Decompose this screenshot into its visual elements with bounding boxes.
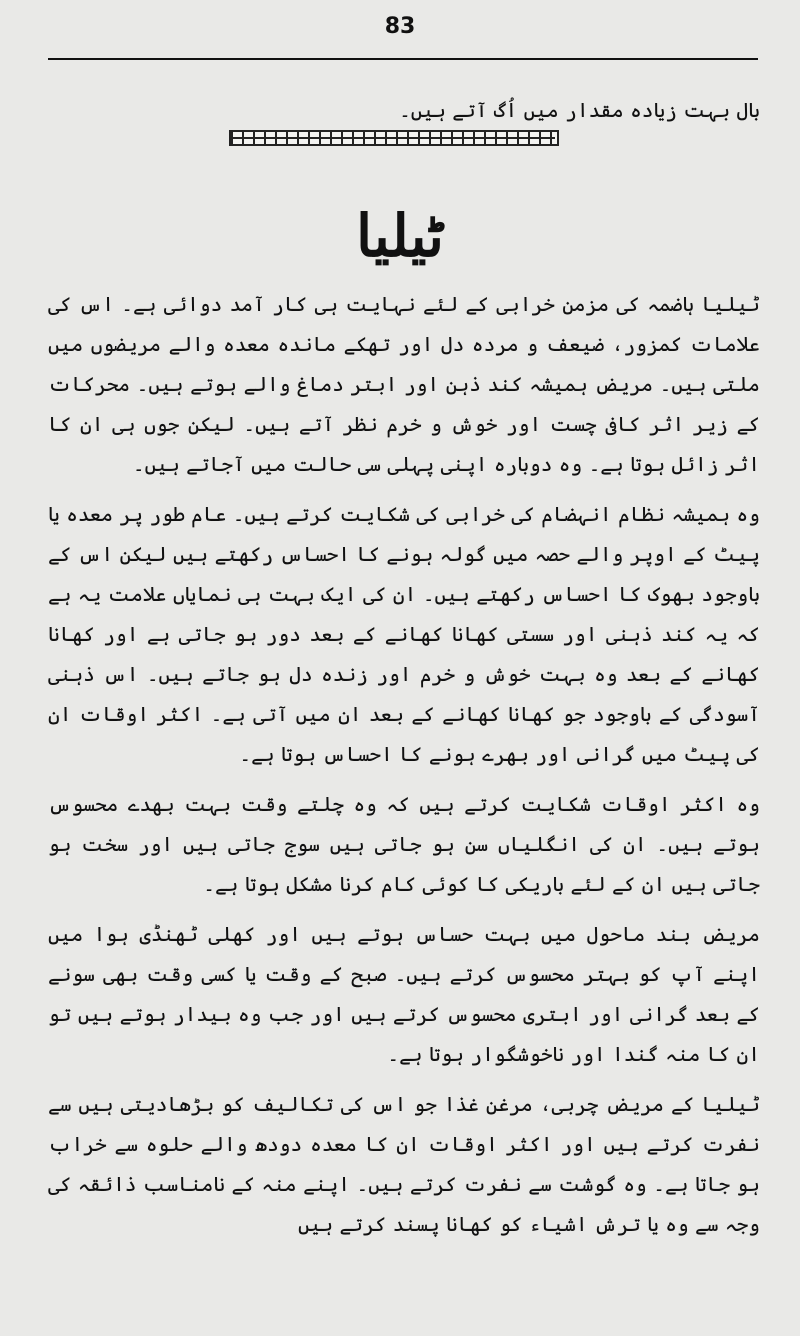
- intro-line: بال بہت زیادہ مقدار میں اُگ آتے ہیں۔: [399, 98, 760, 122]
- paragraph-4: مریض بند ماحول میں بہت حساس ہوتے ہیں اور کھلی ٹھنڈی ہوا میں اپنے آپ کو بہتر محسوس کرتے ہیں۔ صبح کے وقت یا کسی وقت بھی سونے کے بعد گرانی اور ابتری محسوس کرتے ہیں اور جب وہ بیدار ہوتے ہیں تو ان کا منہ گندا اور ناخوشگوار ہوتا ہے۔: [48, 922, 760, 1066]
- paragraph-5: ٹیلیا کے مریض چربی، مرغن غذا جو اس کی تکالیف کو بڑھادیتی ہیں سے نفرت کرتے ہیں اور اکثر اوقات ان کا معدہ دودھ والے حلوہ سے خراب ہو جاتا ہے۔ وہ گوشت سے نفرت کرتے ہیں۔ اپنے منہ کے نامناسب ذائقہ کی وجہ سے وہ یا ترش اشیاء کو کھانا پسند کرتے ہیں: [48, 1092, 760, 1236]
- section-title: ٹیلیا: [355, 202, 445, 270]
- page-number: 83: [384, 14, 416, 39]
- paragraph-2: وہ ہمیشہ نظام انہضام کی خرابی کی شکایت کرتے ہیں۔ عام طور پر معدہ یا پیٹ کے اوپر والے حصہ میں گولہ ہونے کا احساس رکھتے ہیں لیکن اس کے باوجود بھوک کا احساس رکھتے ہیں۔ ان کی ایک بہت ہی نمایاں علامت یہ ہے کہ یہ کند ذہنی اور سستی کھانا کھانے کے بعد دور ہو جاتی ہے اور کھانا کھانے کے بعد وہ بہت خوش و خرم اور زندہ دل ہو جاتے ہیں۔ اس ذہنی آسودگی کے باوجود جو کھانا کھانے کے بعد ان میں آتی ہے۔ اکثر اوقات ان کی پیٹ میں گرانی اور بھرے ہونے کا احساس ہوتا ہے۔: [48, 502, 760, 766]
- paragraph-1: ٹیلیا ہاضمہ کی مزمن خرابی کے لئے نہایت ہی کار آمد دوائی ہے۔ اس کی علامات کمزور، ضیعف و مردہ دل اور تھکے ماندہ معدہ والے مریضوں میں ملتی ہیں۔ مریض ہمیشہ کند ذہن اور ابتر دماغ والے ہوتے ہیں۔ محرکات کے زیر اثر کافی چست اور خوش و خرم نظر آتے ہیں۔ لیکن جوں ہی ان کا اثر زائل ہوتا ہے۔ وہ دوبارہ اپنی پہلی سی حالت میں آجاتے ہیں۔: [48, 292, 760, 476]
- ornamental-divider: [229, 130, 559, 146]
- paragraph-3: وہ اکثر اوقات شکایت کرتے ہیں کہ وہ چلتے وقت بہت بھدے محسوس ہوتے ہیں۔ ان کی انگلیاں سن ہو جاتی ہیں سوج جاتی ہیں اور سخت ہو جاتی ہیں ان کے لئے باریکی کا کوئی کام کرنا مشکل ہوتا ہے۔: [48, 792, 760, 896]
- body-text: [48, 284, 760, 1254]
- header-rule: [48, 58, 758, 60]
